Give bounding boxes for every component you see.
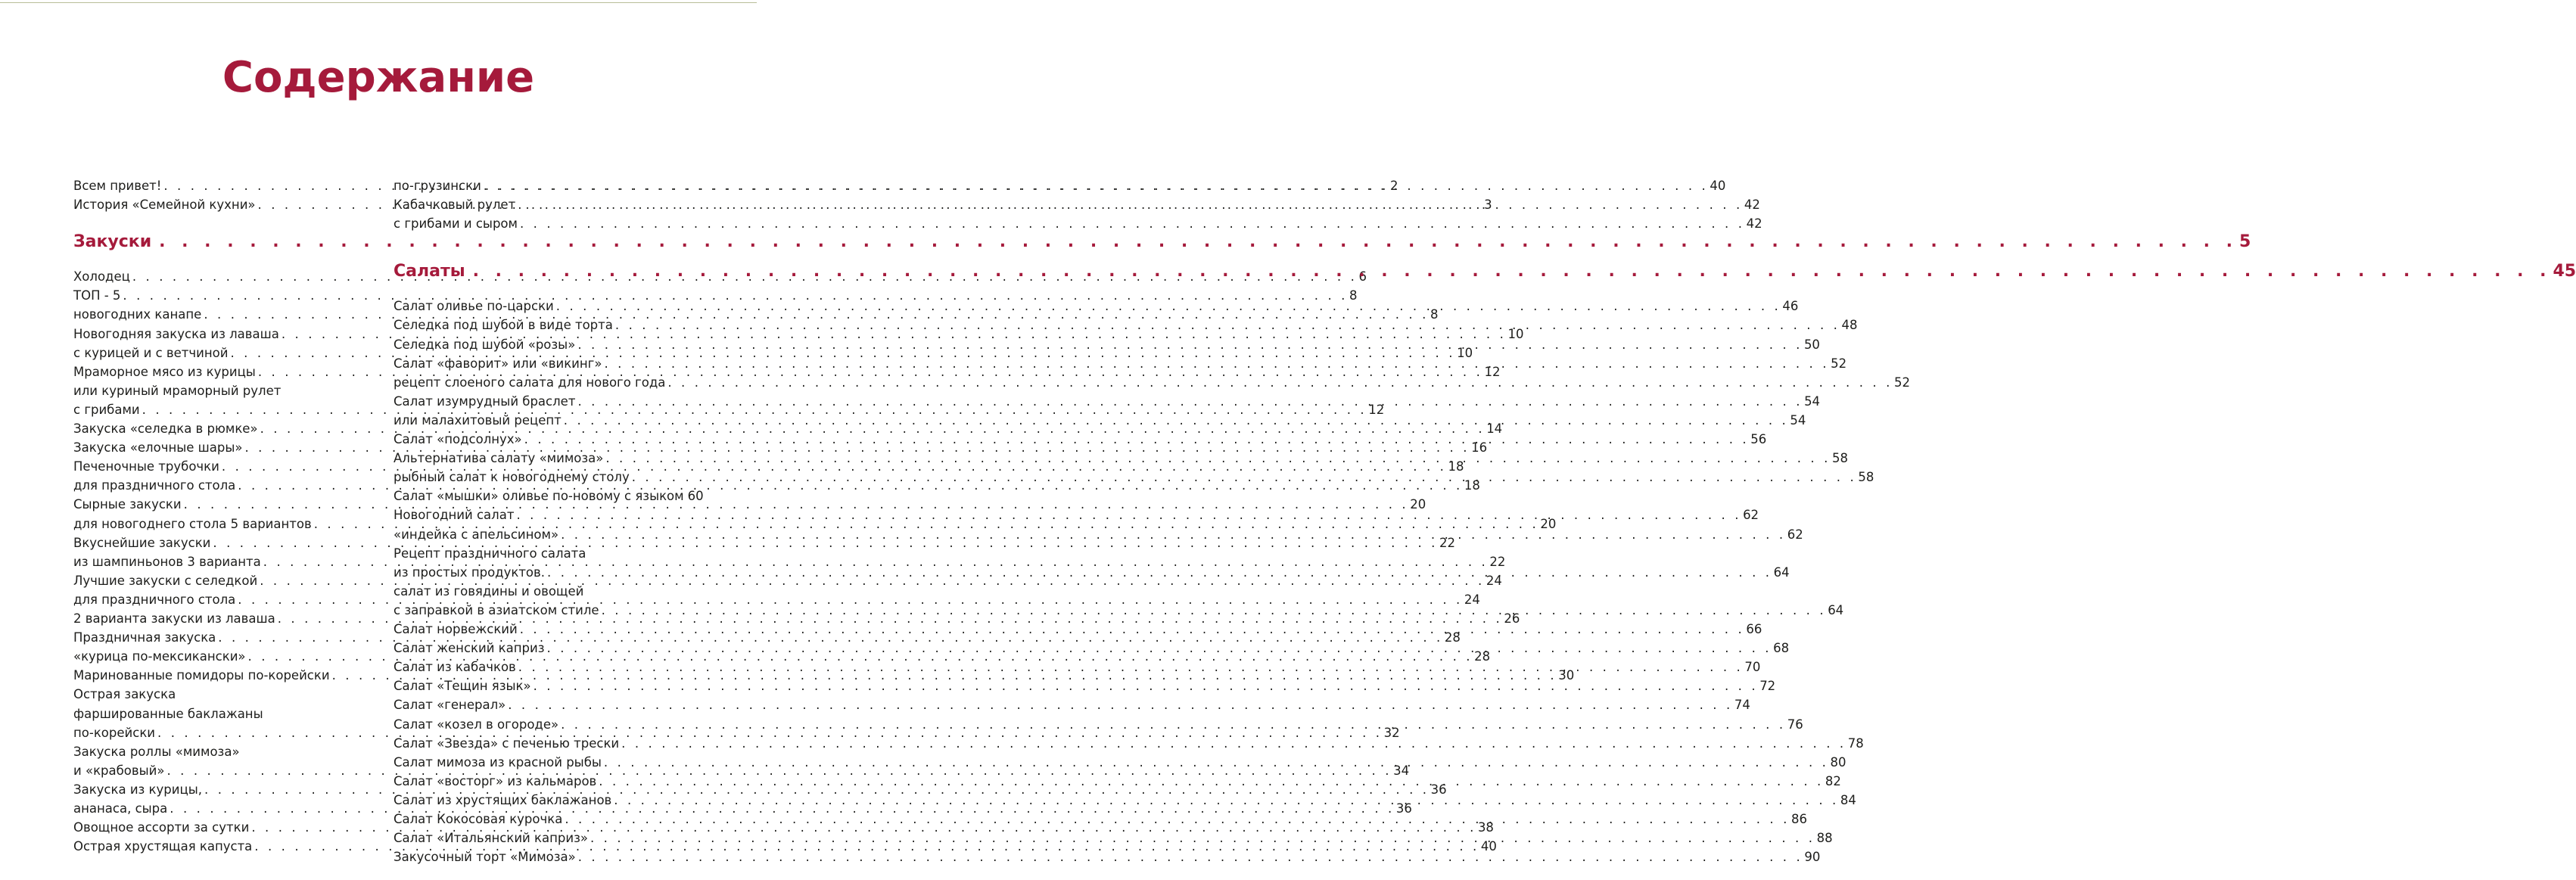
page-number: 16 xyxy=(1471,440,1488,456)
page-number: 28 xyxy=(1444,630,1461,645)
entry-label: для праздничного стола xyxy=(73,478,236,493)
entry-label: Всем привет! xyxy=(73,179,162,193)
page-number: 26 xyxy=(1504,611,1520,626)
page-number: 8 xyxy=(1430,307,1439,322)
dot-leader xyxy=(615,316,1840,334)
entry-label: Острая хрустящая капуста xyxy=(73,839,253,854)
entry-label: Салат «подсолнух» xyxy=(394,432,522,446)
entry-label: Салат «Итальянский каприз» xyxy=(394,831,588,846)
page-number: 30 xyxy=(1558,668,1575,683)
dot-leader xyxy=(484,176,1709,195)
entry-label: Мраморное мясо из курицы xyxy=(73,364,256,379)
entry-label: 2 варианта закуски из лаваша xyxy=(73,611,275,626)
page-number: 70 xyxy=(1744,660,1761,675)
entry-label: Сырные закуски xyxy=(73,497,182,512)
dot-leader xyxy=(520,620,1745,639)
entry-label: Новогодняя закуска из лаваша xyxy=(73,326,279,341)
entry-label: Селедка под шубой в виде торта xyxy=(394,318,613,333)
entry-label: Альтернатива салату «мимоза» xyxy=(394,451,604,466)
toc-section-heading xyxy=(73,229,2251,255)
dot-leader xyxy=(516,505,1741,524)
toc-entry xyxy=(394,544,694,563)
page-number: 52 xyxy=(1893,375,1910,390)
page-number: 90 xyxy=(1804,850,1821,865)
entry-label: Салат «Звезда» с печенью трески xyxy=(394,735,620,751)
section-title: Закуски xyxy=(73,232,152,252)
entry-label: салат из говядины и овощей xyxy=(394,583,584,599)
dot-leader xyxy=(577,335,1803,354)
entry-label: или малахитовый рецепт xyxy=(394,412,562,428)
entry-label: Салат из кабачков xyxy=(394,660,516,675)
toc-entry xyxy=(394,734,1864,753)
entry-label: для праздничного стола xyxy=(73,592,236,607)
page-number: 54 xyxy=(1790,412,1806,428)
page-number: 38 xyxy=(1477,820,1494,835)
page-number: 78 xyxy=(1847,735,1864,751)
dot-leader xyxy=(524,430,1750,449)
entry-label: Лучшие закуски с селедкой xyxy=(73,573,258,588)
entry-label: История «Семейной кухни» xyxy=(73,197,256,213)
page-number: 18 xyxy=(1448,459,1464,474)
page-title: Содержание xyxy=(222,53,535,102)
entry-label: Салат «восторг» из кальмаров xyxy=(394,773,597,788)
dot-leader xyxy=(632,468,1857,487)
entry-label: из простых продуктов. xyxy=(394,564,545,580)
entry-label: Закусочный торт «Мимоза» xyxy=(394,850,576,865)
page-number: 14 xyxy=(1486,421,1503,436)
page-number: 88 xyxy=(1816,831,1833,846)
page-number: 12 xyxy=(1368,402,1385,417)
entry-label: Печеночные трубочки xyxy=(73,459,219,474)
entry-label: из шампиньонов 3 варианта xyxy=(73,554,261,569)
dot-leader xyxy=(577,392,1803,411)
entry-label: ТОП - 5 xyxy=(73,288,121,303)
entry-label: Салат из хрустящих баклажанов xyxy=(394,792,612,807)
toc-entry xyxy=(73,742,374,761)
page-number: 74 xyxy=(1734,698,1750,713)
toc-entry xyxy=(394,297,1799,316)
dot-leader xyxy=(565,810,1790,829)
entry-label: Салат изумрудный браслет xyxy=(394,393,576,409)
page-number: 18 xyxy=(1464,478,1480,493)
toc-entry xyxy=(73,381,374,400)
page-number: 8 xyxy=(1349,288,1358,303)
page-number: 54 xyxy=(1804,393,1821,409)
toc-entry xyxy=(73,286,1358,305)
section-title: Салаты xyxy=(394,262,465,281)
page-number: 46 xyxy=(1782,299,1799,314)
dot-leader xyxy=(547,563,1772,582)
dot-leader xyxy=(599,772,1824,791)
dot-leader xyxy=(518,195,1743,214)
entry-label: Овощное ассорти за сутки xyxy=(73,820,250,835)
entry-label: фаршированные баклажаны xyxy=(73,706,263,721)
entry-label: или куриный мраморный рулет xyxy=(73,383,282,398)
entry-label: Закуска «елочные шары» xyxy=(73,440,243,456)
entry-label: для новогоднего стола 5 вариантов xyxy=(73,516,312,531)
page-number: 24 xyxy=(1486,573,1502,588)
toc-section-heading xyxy=(394,259,2576,285)
page-number: 45 xyxy=(2553,262,2576,281)
entry-label: ананаса, сыра xyxy=(73,801,168,816)
page-number: 34 xyxy=(1393,763,1410,778)
page-number: 10 xyxy=(1457,345,1473,360)
entry-label: «курица по-мексикански» xyxy=(73,649,246,664)
dot-leader xyxy=(534,676,1759,695)
entry-label: «индейка с апельсином» xyxy=(394,527,559,542)
page-number: 24 xyxy=(1464,592,1480,607)
entry-label: Салат «козел в огороде» xyxy=(394,717,559,732)
dot-leader xyxy=(556,297,1781,316)
entry-label: Селедка под шубой «розы» xyxy=(394,337,576,352)
page-number: 12 xyxy=(1484,364,1501,379)
dot-leader xyxy=(578,847,1803,866)
page-number: 22 xyxy=(1489,554,1506,569)
entry-label: с курицей и с ветчиной xyxy=(73,345,229,360)
toc-entry xyxy=(394,582,694,601)
toc-entry xyxy=(394,373,1910,392)
page-number: 64 xyxy=(1773,564,1790,580)
entry-label: Закуска роллы «мимоза» xyxy=(73,744,240,759)
dot-leader xyxy=(604,753,1829,772)
page-number: 60 xyxy=(687,489,704,504)
dot-leader xyxy=(590,829,1815,847)
page-number: 5 xyxy=(2239,232,2251,252)
entry-label: по-корейски xyxy=(73,725,156,740)
entry-label: рецепт слоеного салата для нового года xyxy=(394,375,666,390)
page-number: 28 xyxy=(1474,649,1491,664)
entry-label: по-грузински xyxy=(394,179,481,193)
entry-label: Салат оливье по-царски xyxy=(394,299,554,314)
dot-leader xyxy=(520,214,1745,233)
page-number: 72 xyxy=(1759,679,1776,694)
page-number: 48 xyxy=(1841,318,1858,333)
entry-label: Салат Кокосовая курочка xyxy=(394,812,563,826)
page-number: 86 xyxy=(1790,812,1807,826)
toc-entry xyxy=(73,685,374,704)
entry-label: с грибами xyxy=(73,402,140,417)
page-number: 36 xyxy=(1430,782,1447,797)
entry-label: Салат «Тещин язык» xyxy=(394,679,531,694)
dot-leader xyxy=(605,449,1831,468)
entry-label: с заправкой в азиатском стиле xyxy=(394,602,599,617)
entry-label: новогодних канапе xyxy=(73,307,202,322)
entry-label: Рецепт праздничного салата xyxy=(394,546,586,561)
toc-entry xyxy=(394,695,1750,714)
page-number: 2 xyxy=(1389,179,1398,193)
entry-label: Маринованные помидоры по-корейски xyxy=(73,668,330,683)
page-number: 58 xyxy=(1858,470,1874,485)
page-number: 20 xyxy=(1410,497,1426,512)
page-number: 64 xyxy=(1828,602,1844,617)
dot-leader xyxy=(667,373,1893,392)
dot-leader xyxy=(547,639,1772,658)
page-number: 62 xyxy=(1743,508,1759,523)
page-number: 36 xyxy=(1395,801,1412,816)
toc-entry xyxy=(394,847,1821,866)
page-number: 42 xyxy=(1744,197,1760,213)
entry-label: и «крабовый» xyxy=(73,763,165,778)
entry-label: рыбный салат к новогоднему столу xyxy=(394,470,630,485)
page-number: 80 xyxy=(1830,754,1846,770)
entry-label: Салат «фаворит» или «викинг» xyxy=(394,356,602,371)
page-number: 76 xyxy=(1787,717,1803,732)
dot-leader xyxy=(508,695,1733,714)
entry-label: Закуска из курицы, xyxy=(73,782,202,797)
dot-leader xyxy=(473,259,2552,285)
entry-label: Кабачковый рулет xyxy=(394,197,516,213)
page-number: 22 xyxy=(1439,535,1456,550)
dot-leader xyxy=(561,525,1786,544)
entry-label: Салат мимоза из красной рыбы xyxy=(394,754,602,770)
entry-label: Праздничная закуска xyxy=(73,630,216,645)
dot-leader xyxy=(614,791,1839,810)
page-number: 3 xyxy=(1484,197,1492,213)
entry-label: Салат «генерал» xyxy=(394,698,506,713)
page-number: 82 xyxy=(1825,773,1841,788)
page-number: 68 xyxy=(1773,641,1790,656)
toc-entry xyxy=(394,676,1776,695)
entry-label: Салат норвежский xyxy=(394,622,518,636)
toc-entry xyxy=(394,195,1760,214)
entry-label: с грибами и сыром xyxy=(394,216,518,232)
page-number: 20 xyxy=(1540,516,1557,531)
dot-leader xyxy=(604,354,1829,373)
dot-leader xyxy=(518,658,1744,676)
dot-leader xyxy=(564,411,1789,430)
page-number: 56 xyxy=(1750,432,1767,446)
page-number: 62 xyxy=(1787,527,1803,542)
toc-entry xyxy=(394,487,704,505)
entry-label: Салат «мышки» оливье по-новому с языком xyxy=(394,489,684,504)
page-number: 32 xyxy=(1383,725,1400,740)
toc-entry xyxy=(394,214,1762,233)
page-number: 40 xyxy=(1710,179,1726,193)
dot-leader xyxy=(621,734,1846,753)
top-rule xyxy=(0,2,757,3)
toc-entry xyxy=(394,176,1726,195)
page-number: 6 xyxy=(1358,269,1367,285)
dot-leader xyxy=(561,715,1786,734)
entry-label: Вкуснейшие закуски xyxy=(73,535,211,550)
page-number: 66 xyxy=(1746,622,1762,636)
dot-leader xyxy=(602,601,1827,620)
entry-label: Салат женский каприз xyxy=(394,641,545,656)
page-number: 84 xyxy=(1840,792,1856,807)
page-number: 50 xyxy=(1803,337,1820,352)
entry-label: Закуска «селедка в рюмке» xyxy=(73,421,258,436)
entry-label: Новогодний салат xyxy=(394,508,515,523)
page-number: 42 xyxy=(1746,216,1762,232)
toc-entry xyxy=(73,704,374,723)
page-number: 40 xyxy=(1480,839,1497,854)
entry-label: Острая закуска xyxy=(73,687,176,702)
page-number: 10 xyxy=(1507,326,1524,341)
page-number: 58 xyxy=(1831,451,1848,466)
page-number: 52 xyxy=(1831,356,1847,371)
entry-label: Холодец xyxy=(73,269,130,285)
